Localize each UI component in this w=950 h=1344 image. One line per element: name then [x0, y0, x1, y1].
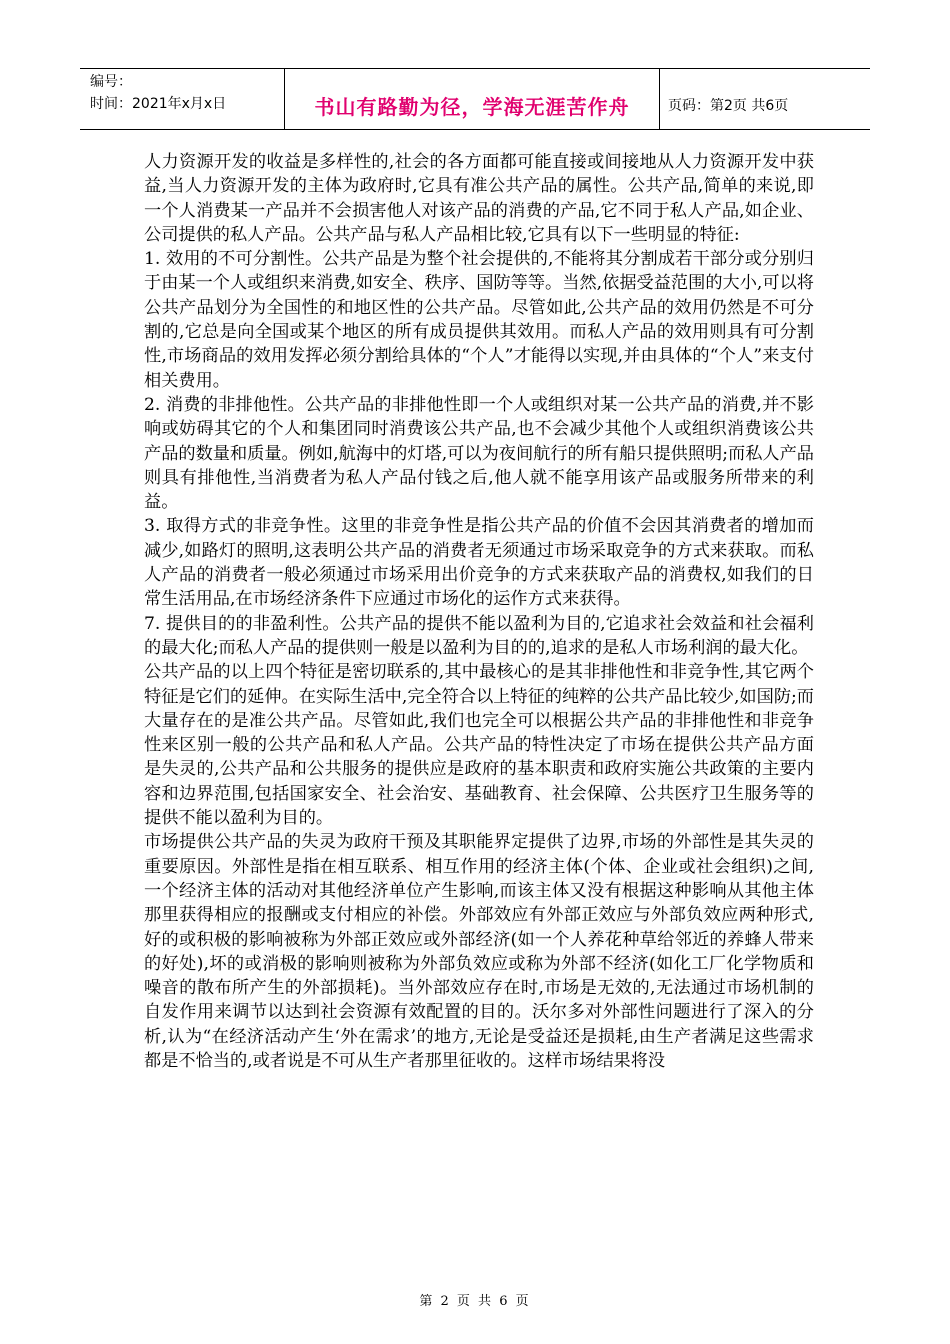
- document-time-label: 时间：2021年x月x日: [90, 96, 227, 112]
- paragraph-feature-2: 2. 消费的非排他性。公共产品的非排他性即一个人或组织对某一公共产品的消费,并不影响或妨碍其它的个人和集团同时消费该公共产品,也不会减少其他个人或组织消费该公共产品的数量和质量。例如,航海中的灯塔,可以为夜间航行的所有船只提供照明;而私人产品则具有排他性,当消费者为私人产品付钱之后,他人就不能享用该产品或服务所带来的利益。: [144, 394, 814, 513]
- header-motto: 书山有路勤为径，学海无涯苦作舟: [285, 69, 660, 129]
- paragraph-feature-4: 7. 提供目的的非盈利性。公共产品的提供不能以盈利为目的,它追求社会效益和社会福利的最大化;而私人产品的提供则一般是以盈利为目的的,追求的是私人市场利润的最大化。: [144, 613, 814, 658]
- paragraph-summary: 公共产品的以上四个特征是密切联系的,其中最核心的是其非排他性和非竞争性,其它两个特征是它们的延伸。在实际生活中,完全符合以上特征的纯粹的公共产品比较少,如国防;而大量存在的是准公共产品。尽管如此,我们也完全可以根据公共产品的非排他性和非竞争性来区别一般的公共产品和私人产品。公共产品的特性决定了市场在提供公共产品方面是失灵的,公共产品和公共服务的提供应是政府的基本职责和政府实施公共政策的主要内容和边界范围,包括国家安全、社会治安、基础教育、社会保障、公共医疗卫生服务等的提供不能以盈利为目的。: [144, 662, 814, 829]
- document-number-label: 编号：: [90, 74, 132, 90]
- paragraph-externality: 市场提供公共产品的失灵为政府干预及其职能界定提供了边界,市场的外部性是其失灵的重要原因。外部性是指在相互联系、相互作用的经济主体(个体、企业或社会组织)之间,一个经济主体的活动对其他经济单位产生影响,而该主体又没有根据这种影响从其他主体那里获得相应的报酬或支付相应的补偿。外部效应有外部正效应与外部负效应两种形式,好的或积极的影响被称为外部正效应或外部经济(如一个人养花种草给邻近的养蜂人带来的好处),坏的或消极的影响则被称为外部负效应或称为外部不经济(如化工厂化学物质和噪音的散布所产生的外部损耗)。当外部效应存在时,市场是无效的,无法通过市场机制的自发作用来调节以达到社会资源有效配置的目的。沃尔多对外部性问题进行了深入的分析,认为“在经济活动产生‘外在需求’的地方,无论是受益还是损耗,由生产者满足这些需求都是不恰当的,或者说是不可从生产者那里征收的。这样市场结果将没: [144, 832, 814, 1071]
- header-page-number: 页码：第2页 共6页: [668, 98, 789, 114]
- page-header: [80, 68, 870, 130]
- header-meta: [80, 69, 285, 129]
- paragraph-feature-1: 1. 效用的不可分割性。公共产品是为整个社会提供的,不能将其分割成若干部分或分别归于由某一个人或组织来消费,如安全、秩序、国防等等。当然,依据受益范围的大小,可以将公共产品划分为全国性的和地区性的公共产品。尽管如此,公共产品的效用仍然是不可分割的,它总是向全国或某个地区的所有成员提供其效用。而私人产品的效用则具有可分割性,市场商品的效用发挥必须分割给具体的“个人”才能得以实现,并由具体的“个人”来支付相关费用。: [144, 249, 814, 391]
- paragraph-intro: 人力资源开发的收益是多样性的,社会的各方面都可能直接或间接地从人力资源开发中获益,当人力资源开发的主体为政府时,它具有准公共产品的属性。公共产品,简单的来说,即一个人消费某一产品并不会损害他人对该产品的消费的产品,它不同于私人产品,如企业、公司提供的私人产品。公共产品与私人产品相比较,它具有以下一些明显的特征:: [144, 152, 814, 245]
- document-body: [144, 150, 814, 1073]
- paragraph-feature-3: 3. 取得方式的非竞争性。这里的非竞争性是指公共产品的价值不会因其消费者的增加而减少,如路灯的照明,这表明公共产品的消费者无须通过市场采取竞争的方式来获取。而私人产品的消费者一般必须通过市场采用出价竞争的方式来获取产品的消费权,如我们的日常生活用品,在市场经济条件下应通过市场化的运作方式来获得。: [144, 516, 814, 610]
- page-footer: 第 2 页 共 6 页: [419, 1294, 531, 1309]
